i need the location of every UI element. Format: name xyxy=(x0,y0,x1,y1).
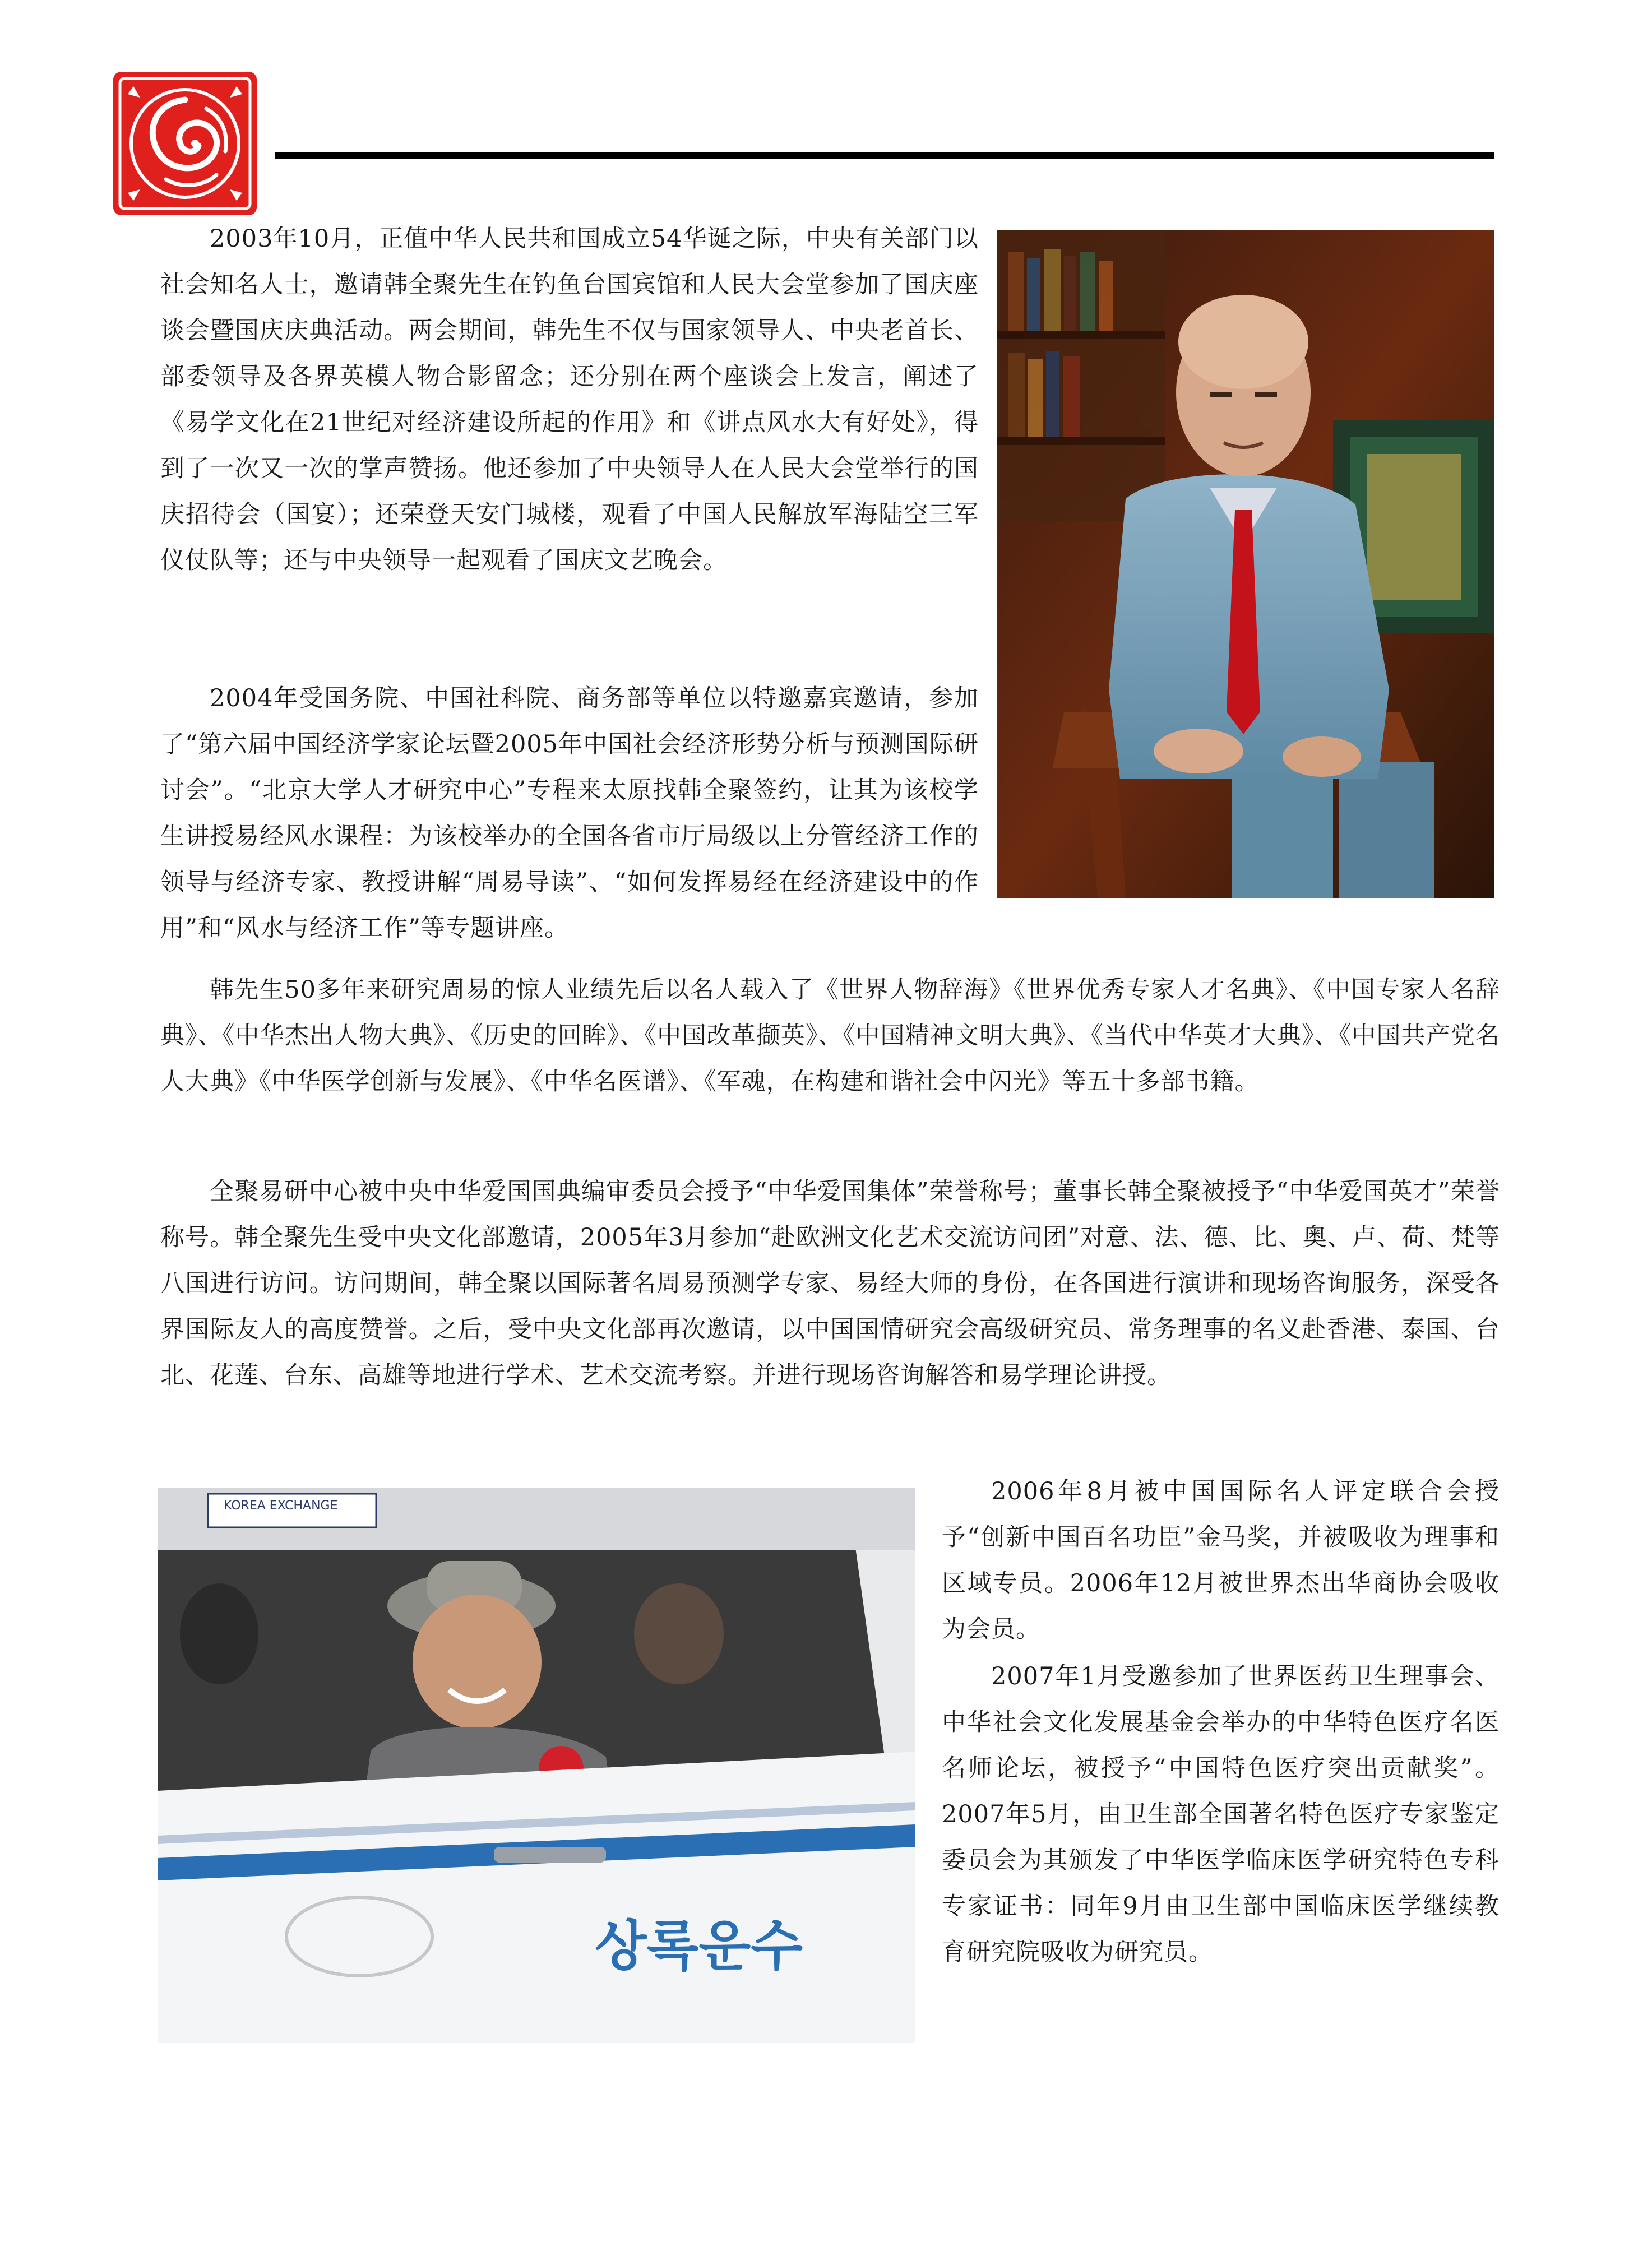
seated-man-portrait-photo xyxy=(997,230,1494,898)
paragraph-europe-visit: 全聚易研中心被中央中华爱国国典编审委员会授予“中华爱国集体”荣誉称号；董事长韩全聚被授予“中华爱国英才”荣誉称号。韩全聚先生受中央文化部邀请，2005年3月参加“赴欧洲文化艺术交流访问团”对意、法、德、比、奥、卢、荷、梵等八国进行访问。访问期间，韩全聚以国际著名周易预测学专家、易经大师的身份，在各国进行演讲和现场咨询服务，深受各界国际友人的高度赞誉。之后，受中央文化部再次邀请，以中国国情研究会高级研究员、常务理事的名义赴香港、泰国、台北、花莲、台东、高雄等地进行学术、艺术交流考察。并进行现场咨询解答和易学理论讲授。 xyxy=(160,1178,1500,1389)
paragraph-2004-forum: 2004年受国务院、中国社科院、商务部等单位以特邀嘉宾邀请，参加了“第六届中国经济学家论坛暨2005年中国社会经济形势分析与预测国际研讨会”。“北京大学人才研究中心”专程来太原找韩全聚签约，让其为该校学生讲授易经风水课程：为该校举办的全国各省市厅局级以上分管经济工作的领导与经济专家、教授讲解“周易导读”、“如何发挥易经在经济建设中的作用”和“风水与经济工作”等专题讲座。 xyxy=(160,684,979,942)
door-text: 상록운수 xyxy=(595,1915,803,1977)
paragraph-2006-awards: 2006年8月被中国国际名人评定联合会授予“创新中国百名功臣”金马奖，并被吸收为理事和区域专员。2006年12月被世界杰出华商协会吸收为会员。 xyxy=(942,1477,1500,1643)
sign-text: KOREA EXCHANGE xyxy=(224,1499,338,1513)
red-dragon-seal-icon xyxy=(111,70,259,217)
paragraph-book-listings: 韩先生50多年来研究周易的惊人业绩先后以名人载入了《世界人物辞海》《世界优秀专家人才名典》、《中国专家人名辞典》、《中华杰出人物大典》、《历史的回眸》、《中国改革撷英》、《中国精神文明大典》、《当代中华英才大典》、《中国共产党名人大典》《中华医学创新与发展》、《中华名医谱》、《军魂，在构建和谐社会中闪光》等五十多部书籍。 xyxy=(160,976,1500,1096)
header-rule xyxy=(275,152,1494,159)
paragraph-2003-national-day: 2003年10月，正值中华人民共和国成立54华诞之际，中央有关部门以社会知名人士，邀请韩全聚先生在钓鱼台国宾馆和人民大会堂参加了国庆座谈会暨国庆庆典活动。两会期间，韩先生不仅与国家领导人、中央老首长、部委领导及各界英模人物合影留念；还分别在两个座谈会上发言，阐述了《易学文化在21世纪对经济建设所起的作用》和《讲点风水大有好处》，得到了一次又一次的掌声赞扬。他还参加了中央领导人在人民大会堂举行的国庆招待会（国宴）；还荣登天安门城楼，观看了中国人民解放军海陆空三军仪仗队等；还与中央领导一起观看了国庆文艺晚会。 xyxy=(160,225,979,575)
man-in-taxi-photo xyxy=(158,1488,915,2043)
paragraph-2007-awards: 2007年1月受邀参加了世界医药卫生理事会、中华社会文化发展基金会举办的中华特色医疗名医名师论坛，被授予“中国特色医疗突出贡献奖”。2007年5月，由卫生部全国著名特色医疗专家鉴定委员会为其颁发了中华医学临床医学研究特色专科专家证书：同年9月由卫生部中国临床医学继续教育研究院吸收为研究员。 xyxy=(942,1662,1500,1966)
